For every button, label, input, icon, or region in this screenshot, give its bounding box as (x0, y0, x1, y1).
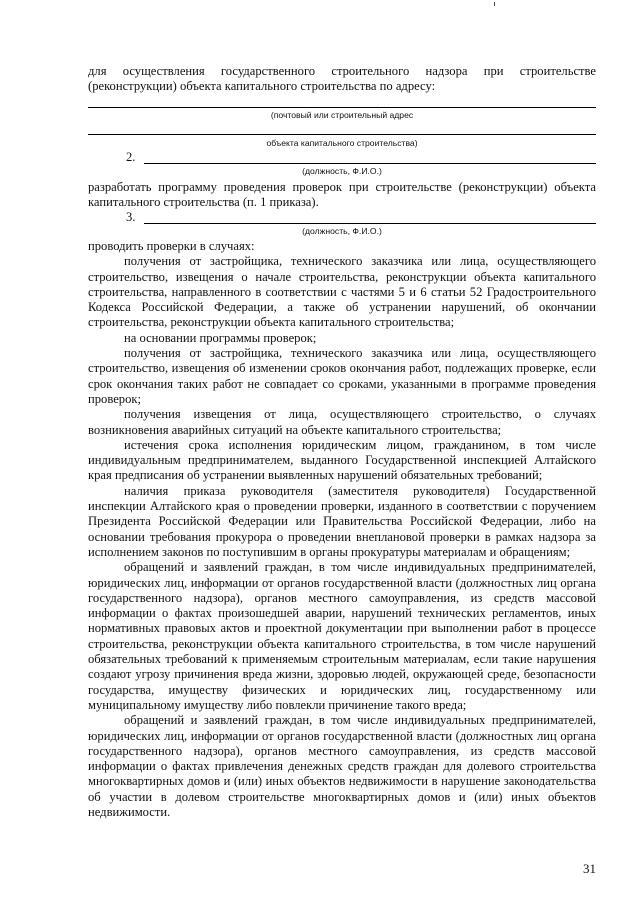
intro-text (88, 64, 596, 95)
object-caption: объекта капитального строительства) (266, 138, 418, 148)
case-paragraph: обращений и заявлений граждан, в том числе индивидуальных предпринимателей, юридических лиц, информации от органов государственной власти (должностных лиц органа государственного надзора), органов местного самоуправления, из средств массовой информации о фактах привлечения денежных средств граждан для долевого строительства многоквартирных домов и (или) иных объектов недвижимости в нарушение законодательства об участии в долевом строительстве многоквартирных домов и (или) иных объектов недвижимости. (88, 713, 596, 819)
case-paragraph: на основании программы проверок; (124, 330, 317, 345)
item-3-caption: (должность, Ф.И.О.) (302, 226, 382, 236)
address-caption: (почтовый или строительный адрес (270, 110, 414, 120)
page-number: 31 (583, 861, 596, 876)
scan-mark (494, 2, 495, 6)
item-3-text: проводить проверки в случаях: (88, 239, 255, 253)
item-2-caption: (должность, Ф.И.О.) (302, 166, 382, 176)
intro-line-1: для осуществления государственного строительного надзора при строительстве (88, 64, 596, 78)
case-paragraph: получения от застройщика, технического заказчика или лица, осуществляющего строительство, извещения о начале строительства, реконструкции объекта капитального строительства, направленного в соответствии с частями 5 и 6 статьи 52 Градостроительного Кодекса Российской Федерации, а также об устранении нарушений, об окончании строительства, реконструкции объекта капитального строительства; (88, 254, 596, 330)
case-paragraph: получения извещения от лица, осуществляющего строительство, о случаях возникновения аварийных ситуаций на объекте капитального строительства; (88, 407, 596, 437)
address-line (88, 107, 596, 108)
body-text (88, 239, 596, 820)
intro-line-2: (реконструкции) объекта капитального строительства по адресу: (88, 79, 436, 94)
item-3-number: 3. (126, 210, 136, 224)
item-3-line (144, 223, 596, 224)
item-2-line (144, 163, 596, 164)
case-paragraph: истечения срока исполнения юридическим лицом, гражданином, в том числе индивидуальным предпринимателем, выданного Государственной инспекцией Алтайского края предписания об устранении выявленных нарушений обязательных требований; (88, 437, 596, 483)
item-2-number: 2. (126, 150, 136, 164)
case-paragraph: наличия приказа руководителя (заместителя руководителя) Государственной инспекции Алтайского края о проведении проверки, изданного в соответствии с поручением Президента Российской Федерации или Правительства Российской Федерации, либо на основании требования прокурора о проведении внеплановой проверки в рамках надзора за исполнением законов по поступившим в органы прокуратуры материалам и обращениям; (88, 483, 596, 559)
object-line (88, 134, 596, 135)
item-2-text: разработать программу проведения проверок при строительстве (реконструкции) объекта капитального строительства (п. 1 приказа). (88, 180, 596, 210)
item-2-text-block (88, 180, 596, 211)
case-paragraph: получения от застройщика, технического заказчика или лица, осуществляющего строительство, извещения об изменении сроков окончания работ, подлежащих проверке, если срок окончания таких работ не совпадает со сроками, указанными в программе проведения проверок; (88, 346, 596, 406)
case-paragraph: обращений и заявлений граждан, в том числе индивидуальных предпринимателей, юридических лиц, информации от органов государственной власти (должностных лиц органа государственного надзора), органов местного самоуправления, из средств массовой информации о фактах произошедшей аварии, нарушений технических регламентов, иных нормативных правовых актов и проектной документации при выполнении работ в процессе строительства, реконструкции объекта капитального строительства, в том числе нарушений обязательных требований к применяемым строительным материалам, если такие нарушения создают угрозу причинения вреда жизни, здоровью людей, окружающей среде, безопасности государства, имуществу физических и юридических лиц, государственному или муниципальному имуществу либо повлекли причинение такого вреда; (88, 560, 596, 712)
